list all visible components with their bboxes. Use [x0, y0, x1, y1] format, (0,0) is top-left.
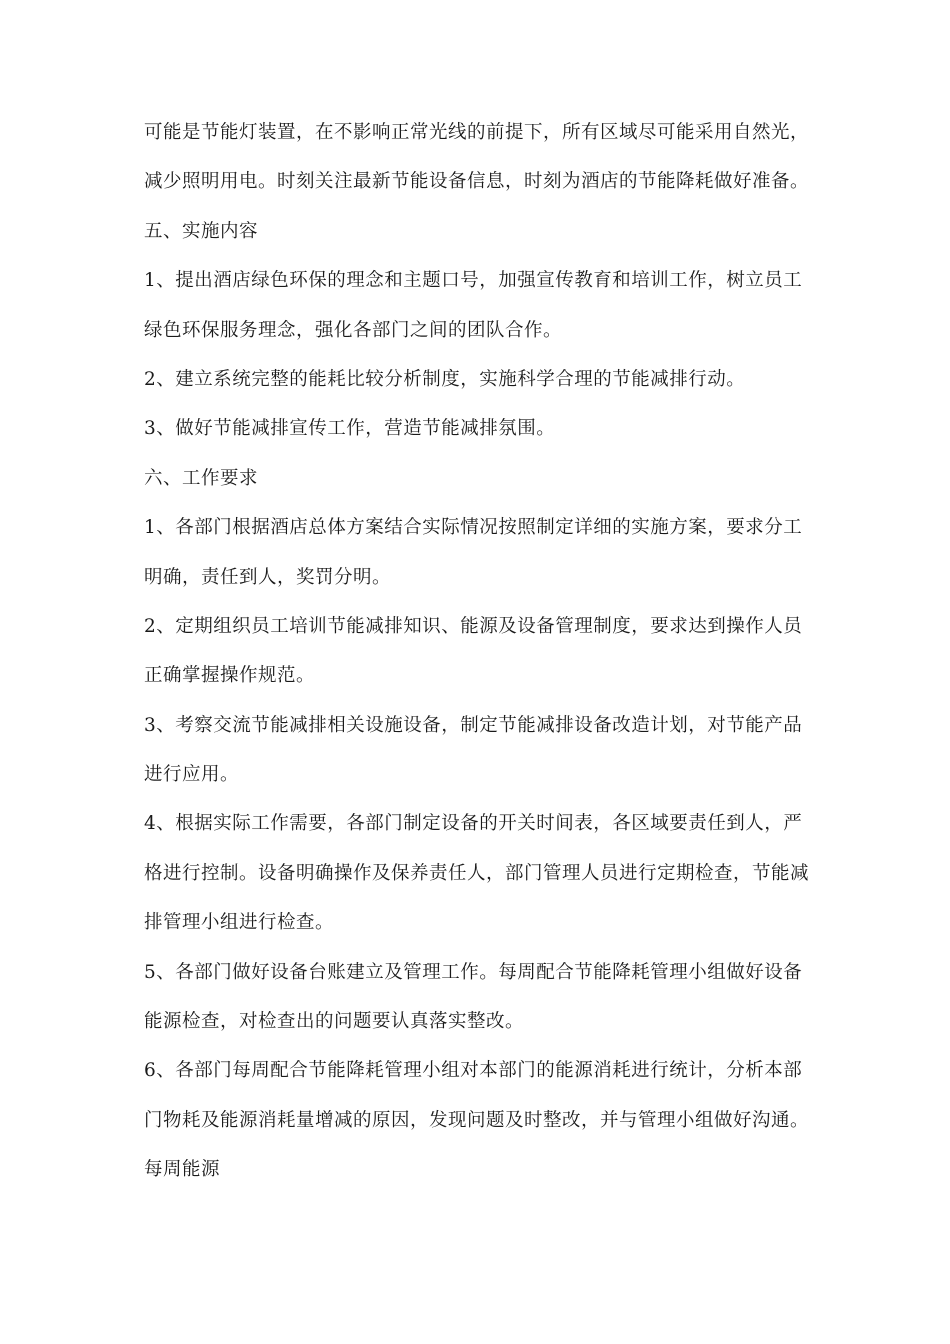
text-line: 2、建立系统完整的能耗比较分析制度，实施科学合理的节能减排行动。: [144, 368, 746, 390]
text-line: 门物耗及能源消耗量增减的原因，发现问题及时整改，并与管理小组做好沟通。: [144, 1109, 810, 1131]
text-line: 排管理小组进行检查。: [144, 912, 335, 934]
text-line: 1、各部门根据酒店总体方案结合实际情况按照制定详细的实施方案，要求分工: [144, 517, 803, 539]
text-line: 每周能源: [144, 1159, 221, 1181]
text-line: 绿色环保服务理念，强化各部门之间的团队合作。: [144, 319, 563, 341]
text-line: 2、定期组织员工培训节能减排知识、能源及设备管理制度，要求达到操作人员: [144, 615, 803, 637]
text-line: 减少照明用电。时刻关注最新节能设备信息，时刻为酒店的节能降耗做好准备。: [144, 171, 810, 193]
section-heading: 五、实施内容: [144, 220, 259, 242]
text-line: 可能是节能灯装置，在不影响正常光线的前提下，所有区域尽可能采用自然光，: [144, 122, 810, 143]
section-heading: 六、工作要求: [144, 467, 259, 489]
document-body: [144, 108, 809, 1195]
text-line: 6、各部门每周配合节能降耗管理小组对本部门的能源消耗进行统计，分析本部: [144, 1060, 803, 1082]
text-line: 3、考察交流节能减排相关设施设备，制定节能减排设备改造计划，对节能产品: [144, 714, 803, 736]
text-line: 进行应用。: [144, 764, 240, 786]
text-line: 正确掌握操作规范。: [144, 665, 316, 687]
text-line: 3、做好节能减排宣传工作，营造节能减排氛围。: [144, 418, 556, 440]
text-line: 5、各部门做好设备台账建立及管理工作。每周配合节能降耗管理小组做好设备: [144, 961, 803, 983]
text-line: 明确，责任到人，奖罚分明。: [144, 566, 392, 588]
text-line: 1、提出酒店绿色环保的理念和主题口号，加强宣传教育和培训工作，树立员工: [144, 270, 803, 292]
text-line: 能源检查，对检查出的问题要认真落实整改。: [144, 1011, 525, 1033]
text-line: 4、根据实际工作需要，各部门制定设备的开关时间表，各区域要责任到人，严: [144, 813, 803, 835]
text-line: 格进行控制。设备明确操作及保养责任人，部门管理人员进行定期检查，节能减: [144, 862, 810, 884]
